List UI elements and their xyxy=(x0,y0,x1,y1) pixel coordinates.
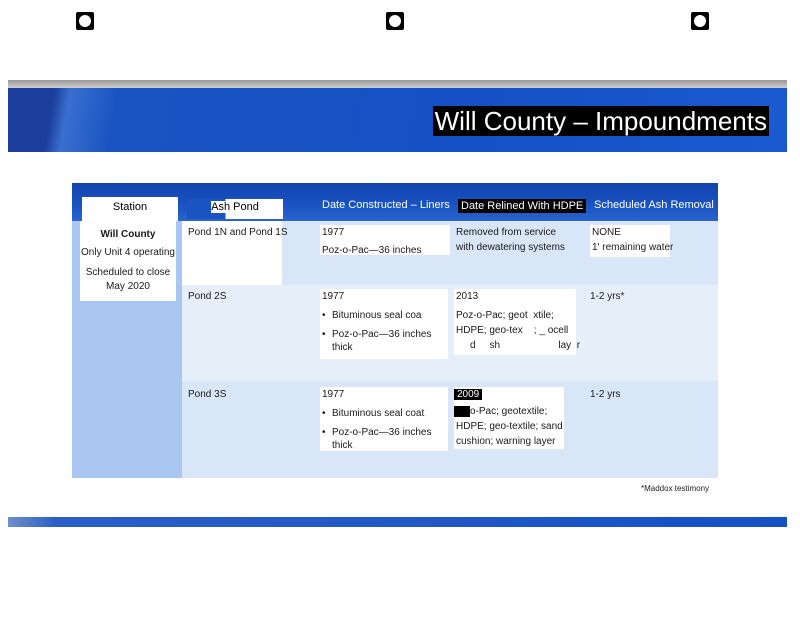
punch-hole-icon xyxy=(76,12,94,30)
relined-line: d sh lay r xyxy=(470,340,581,351)
station-cell xyxy=(80,221,176,301)
constructed-cell xyxy=(320,289,448,359)
station-name: Will County xyxy=(100,229,156,240)
relined-cell xyxy=(454,387,564,449)
relined-line: o-Pac; geotextile; xyxy=(454,404,564,419)
relined-year: 2009 xyxy=(454,389,482,400)
header-ash-pond: Ash Pond xyxy=(187,199,283,219)
liner-bullet-cont: thick xyxy=(332,342,353,353)
punch-hole-icon xyxy=(386,12,404,30)
pond-name: Pond 2S xyxy=(188,291,227,302)
liner-bullet: • Bituminous seal coa xyxy=(322,308,448,323)
station-status: Only Unit 4 operating xyxy=(81,247,175,258)
header-scheduled-removal: Scheduled Ash Removal xyxy=(594,199,714,211)
removal-note: 1' remaining water xyxy=(592,242,674,253)
constructed-year: 1977 xyxy=(322,227,345,238)
relined-line: Poz-o-Pac; geot xtile; xyxy=(456,310,554,321)
table-header xyxy=(72,183,718,221)
title-banner xyxy=(8,88,787,152)
relined-line: Removed from service xyxy=(456,227,557,238)
relined-cell xyxy=(454,289,581,355)
table-row xyxy=(182,285,718,381)
removal-value: 1-2 yrs* xyxy=(590,291,625,302)
page-title: Will County – Impoundments xyxy=(434,106,767,136)
station-close-note: Scheduled to close xyxy=(85,267,171,278)
removal-value: 1-2 yrs xyxy=(590,389,621,400)
table-row xyxy=(182,221,718,285)
removal-cell xyxy=(590,225,674,257)
constructed-cell xyxy=(320,225,450,255)
relined-line: with dewatering systems xyxy=(456,242,565,253)
constructed-cell xyxy=(320,387,448,451)
relined-year: 2013 xyxy=(456,291,479,302)
relined-line: HDPE; geo-textile; sand xyxy=(456,421,563,432)
impoundments-table xyxy=(72,183,718,478)
footnote: *Maddox testimony xyxy=(641,484,710,493)
station-close-date: May 2020 xyxy=(106,281,150,292)
banner-top-rule xyxy=(8,80,787,88)
liner-bullet: • Poz-o-Pac—36 inches xyxy=(322,327,448,342)
header-station: Station xyxy=(82,197,178,221)
table-row xyxy=(182,381,718,478)
header-date-constructed: Date Constructed – Liners xyxy=(322,199,450,211)
constructed-liner: Poz-o-Pac—36 inches xyxy=(322,245,422,256)
footer-bar xyxy=(8,517,787,527)
liner-bullet: • Poz-o-Pac—36 inches xyxy=(322,425,448,440)
removal-value: NONE xyxy=(592,227,621,238)
constructed-year: 1977 xyxy=(322,291,345,302)
relined-cell xyxy=(456,225,576,255)
pond-name: Pond 3S xyxy=(188,389,227,400)
relined-line: HDPE; geo-tex ; _ ocell xyxy=(456,325,569,336)
liner-bullet-cont: thick xyxy=(332,440,353,451)
pond-name: Pond 1N and Pond 1S xyxy=(188,227,288,238)
header-date-relined: Date Relined With HDPE xyxy=(458,199,586,213)
liner-bullet: • Bituminous seal coat xyxy=(322,406,448,421)
relined-line: cushion; warning layer xyxy=(456,436,556,447)
constructed-year: 1977 xyxy=(322,389,345,400)
punch-hole-icon xyxy=(691,12,709,30)
